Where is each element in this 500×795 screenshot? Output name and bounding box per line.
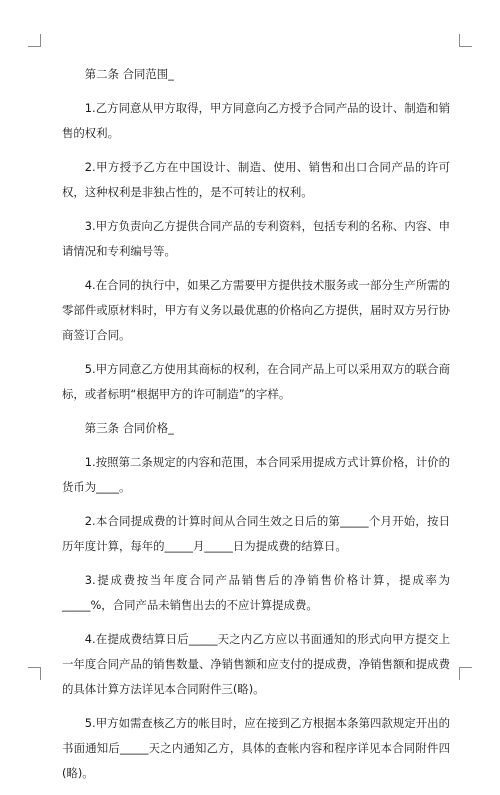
page-corner-mark-bottom-left — [28, 667, 41, 680]
article-3-clause-1: 1.按照第二条规定的内容和范围，本合同采用提成方式计算价格，计价的货币为____。 — [62, 455, 450, 494]
article-2-clause-2: 2.甲方授予乙方在中国设计、制造、使用、销售和出口合同产品的许可权，这种权利是非独占性的，是不可转让的权利。 — [62, 160, 450, 199]
article-3-heading: 第三条 合同价格_ — [84, 421, 174, 435]
article-3-clause-5: 5.甲方如需查核乙方的帐目时，应在接到乙方根据本条第四款规定开出的书面通知后_____天之内通知乙方，具体的查帐内容和程序详见本合同附件四(略)。 — [62, 716, 450, 780]
page-corner-mark-top-right — [459, 34, 472, 47]
article-2-clause-3: 3.甲方负责向乙方提供合同产品的专利资料，包括专利的名称、内容、申请情况和专利编号等。 — [62, 219, 450, 258]
article-2-clause-5: 5.甲方同意乙方使用其商标的权利，在合同产品上可以采用双方的联合商标，或者标明“根据甲方的许可制造”的字样。 — [62, 362, 450, 401]
article-3-clause-2: 2.本合同提成费的计算时间从合同生效之日后的第_____个月开始，按日历年度计算，每年的_____月_____日为提成费的结算日。 — [62, 514, 450, 553]
article-3-clause-3: 3.提成费按当年度合同产品销售后的净销售价格计算，提成率为_____%，合同产品未销售出去的不应计算提成费。 — [62, 573, 450, 612]
article-2-clause-4: 4.在合同的执行中，如果乙方需要甲方提供技术服务或一部分生产所需的零部件或原材料时，甲方有义务以最优惠的价格向乙方提供，届时双方另行协商签订合同。 — [62, 278, 450, 342]
page-corner-mark-bottom-right — [459, 667, 472, 680]
article-2-heading: 第二条 合同范围_ — [84, 67, 174, 81]
article-3-clause-4: 4.在提成费结算日后_____天之内乙方应以书面通知的形式向甲方提交上一年度合同产品的销售数量、净销售额和应支付的提成费，净销售额和提成费的具体计算方法详见本合同附件三(略)。 — [62, 632, 450, 696]
article-2-clause-1: 1.乙方同意从甲方取得，甲方同意向乙方授予合同产品的设计、制造和销售的权利。 — [62, 101, 450, 140]
page-corner-mark-top-left — [28, 34, 41, 47]
document-body — [62, 62, 450, 795]
